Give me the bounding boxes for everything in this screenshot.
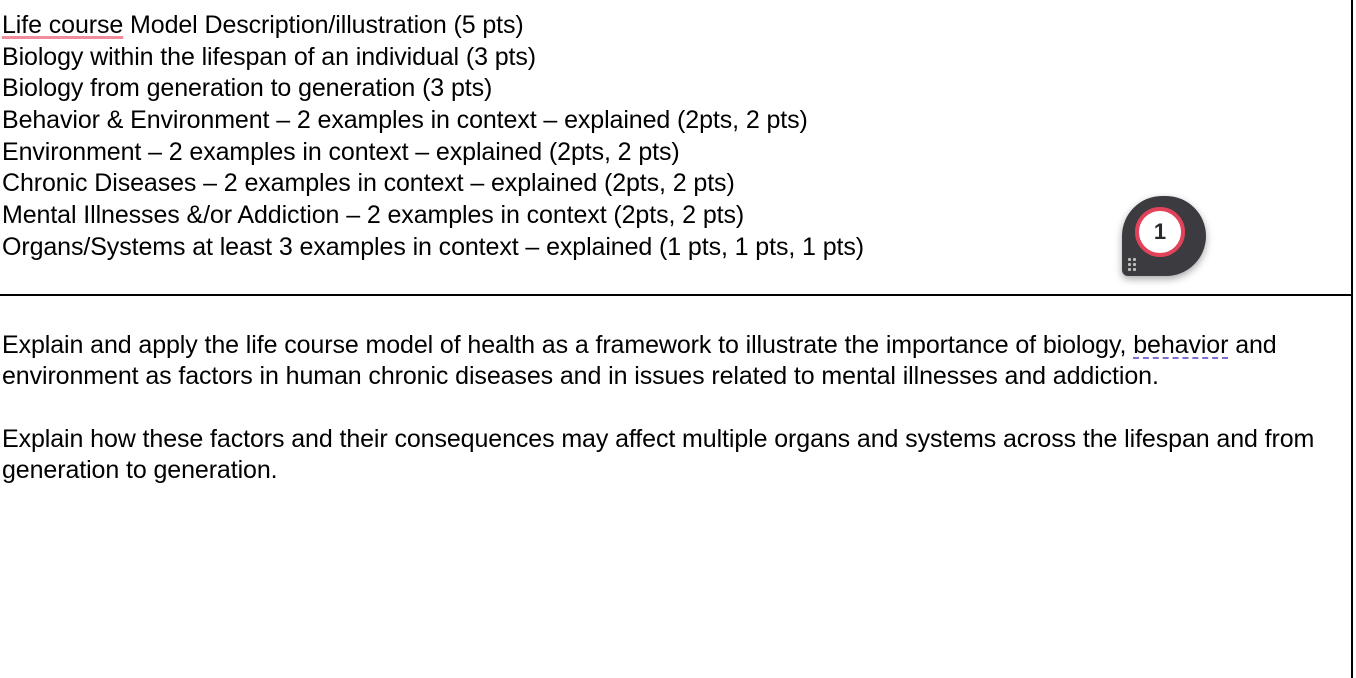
rubric-criteria-list xyxy=(2,10,1302,264)
prompt-paragraph-2: Explain how these factors and their consequences may affect multiple organs and systems across the lifespan and from generation to generation. xyxy=(2,425,1315,484)
rubric-line-model-description xyxy=(2,10,1302,42)
rubric-line-text: Model Description/illustration (5 pts) xyxy=(123,11,524,39)
rubric-line-biology-generations: Biology from generation to generation (3 pts) xyxy=(2,74,493,103)
prompt-text: and environment as factors in human chronic diseases and in issues related to mental illnesses and addiction. xyxy=(2,331,1277,390)
rubric-line-organs-systems: Organs/Systems at least 3 examples in context – explained (1 pts, 1 pts, 1 pts) xyxy=(2,232,864,261)
suggestion-count-badge xyxy=(1135,207,1185,257)
rubric-line-mental-illness: Mental Illnesses &/or Addiction – 2 examples in context (2pts, 2 pts) xyxy=(2,201,745,230)
drag-handle-icon[interactable] xyxy=(1128,258,1138,272)
grammarly-badge-button[interactable] xyxy=(1122,196,1206,276)
rubric-line-chronic-diseases: Chronic Diseases – 2 examples in context – explained (2pts, 2 pts) xyxy=(2,169,735,198)
rubric-line-environment: Environment – 2 examples in context – explained (2pts, 2 pts) xyxy=(2,137,680,166)
rubric-line-biology-lifespan: Biology within the lifespan of an individual (3 pts) xyxy=(2,42,536,71)
spellcheck-flagged-text[interactable]: Life course xyxy=(2,11,124,39)
suggestion-count: 1 xyxy=(1153,219,1167,244)
section-divider xyxy=(0,294,1353,296)
grammar-flagged-text[interactable]: behavior xyxy=(1133,331,1229,359)
rubric-line-behavior-environment: Behavior & Environment – 2 examples in context – explained (2pts, 2 pts) xyxy=(2,106,808,135)
prompt-text: Explain and apply the life course model of health as a framework to illustrate the importance of biology, xyxy=(2,331,1134,359)
assignment-prompt xyxy=(2,330,1347,518)
prompt-paragraph-1 xyxy=(2,330,1347,392)
